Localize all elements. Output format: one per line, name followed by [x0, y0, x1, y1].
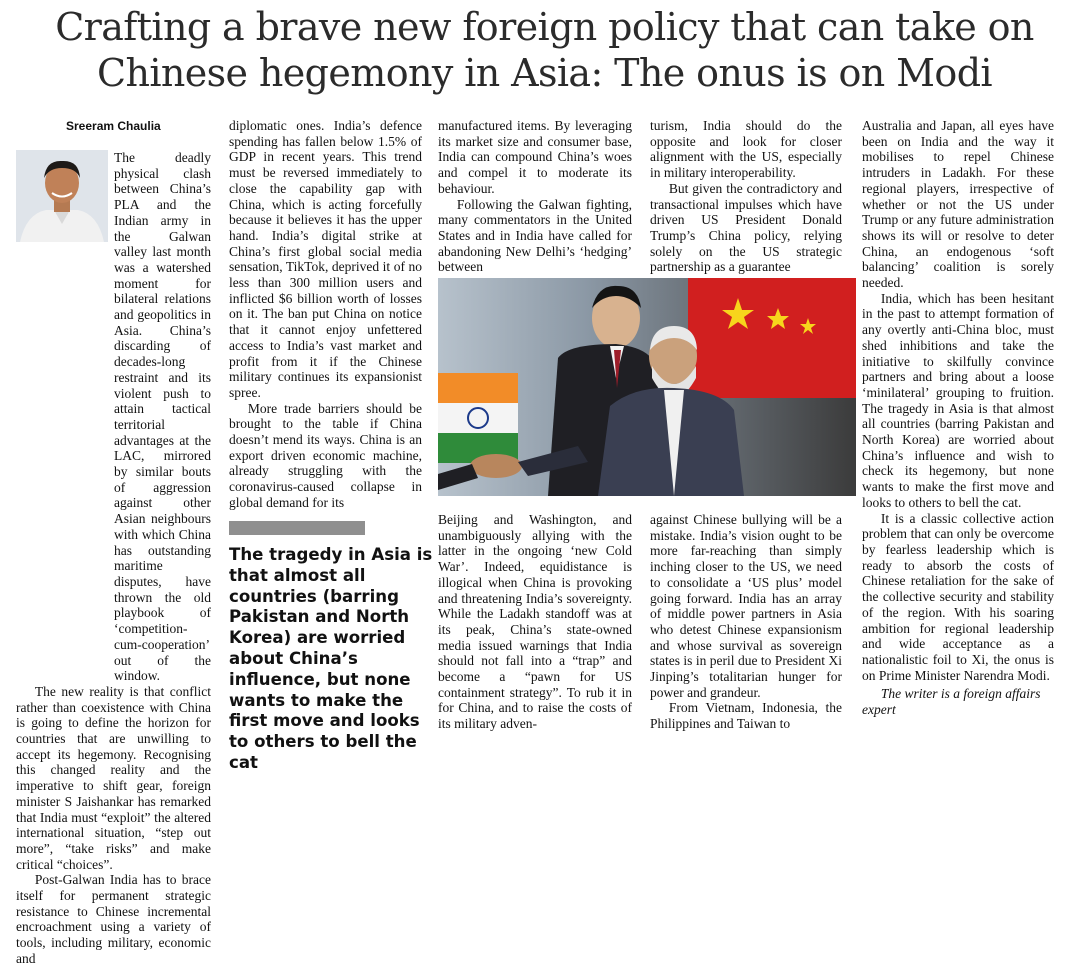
- author-note: The writer is a foreign affairs expert: [862, 686, 1041, 718]
- byline: Sreeram Chaulia: [66, 119, 161, 133]
- paragraph: diplomatic ones. India’s defence spending has fallen below 1.5% of GDP in recent years. This trend must be reversed immediately to close the capability gap with China, which is acting forcefully because it believes it has the upper hand. India’s digital strike at China’s first global social media sensation, TikTok, deprived it of no less than 300 million users and inflicted $6 billion worth of losses on it. The ban put China on notice that it cannot enjoy unfettered access to India’s vast market and profit from it if the Chinese military continues its expansionist spree.: [229, 118, 422, 400]
- paragraph: manufactured items. By leveraging its market size and consumer base, India can compound China’s woes and compel it to moderate its behaviour.: [438, 118, 632, 196]
- headline: [0, 4, 1089, 96]
- pullquote-bar: [229, 521, 365, 535]
- headline-line-2: Chinese hegemony in Asia: The onus is on Modi: [96, 51, 992, 95]
- paragraph: Post-Galwan India has to brace itself for permanent strategic resistance to Chinese incremental encroachment using a variety of tools, including military, economic and: [16, 872, 211, 966]
- headline-line-1: Crafting a brave new foreign policy that can take on: [55, 5, 1034, 49]
- article-column-4-bottom: [650, 512, 842, 732]
- modi-xi-handshake-photo: [438, 278, 856, 496]
- paragraph: The deadly physical clash between China’s PLA and the Indian army in the Galwan valley last month was a watershed moment for bilateral relations and geopolitics in Asia. China’s discarding of decades-long restraint and its violent push to attain tactical territorial advantages at the LAC, mirrored by similar bouts of aggression against other Asian neighbours with which China has outstanding maritime disputes, have thrown the old playbook of ‘competition-cum-cooperation’ out of the window.: [114, 150, 211, 684]
- article-column-4-top: [650, 118, 842, 275]
- article-column-1: [16, 150, 211, 967]
- paragraph: India, which has been hesitant in the past to attempt formation of any overtly anti-China bloc, must shed inhibitions and take the initiative to skilfully convince partners and bring about a loose ‘minilateral’ grouping to fruition. The tragedy in Asia is that almost all countries (barring Pakistan and North Korea) are worried about China’s influence and wish to check its hegemony, but none wants to make the first move and looks to others to bell the cat.: [862, 290, 1054, 510]
- paragraph: Following the Galwan fighting, many commentators in the United States and in India have called for abandoning New Delhi’s ‘hedging’ between: [438, 196, 632, 275]
- article-column-3-bottom: [438, 512, 632, 732]
- paragraph: From Vietnam, Indonesia, the Philippines and Taiwan to: [650, 700, 842, 732]
- paragraph: Australia and Japan, all eyes have been on India and the way it mobilises to repel Chinese intruders in Ladakh. For these regional players, irrespective of whether or not the US under Trump or any future administration shows its will or resolve to deter China, an endogenous ‘soft balancing’ coalition is sorely needed.: [862, 118, 1054, 291]
- paragraph: The new reality is that conflict rather than coexistence with China is going to define the horizon for countries that are unwilling to accept its hegemony. Recognising this changed reality and the imperative to shift gear, foreign minister S Jaishankar has remarked that India must “exploit” the altered international situation, “step out more”, “take risks” and make critical “choices”.: [16, 683, 211, 872]
- paragraph: Beijing and Washington, and unambiguously allying with the latter in the ongoing ‘new Cold War’. Indeed, equidistance is illogical when China is provoking and threatening India’s sovereignty. While the Ladakh standoff was at its peak, China’s state-owned media issued warnings that India should not fall into a “trap” and become a “pawn for US containment strategy”. To rub it in for China, and to raise the costs of its military adven-: [438, 512, 632, 732]
- paragraph: It is a classic collective action problem that can only be overcome by fearless leadership which is ready to absorb the costs of Chinese retaliation for the sake of the collective security and stability of the region. With his soaring ambition for regional leadership and wide acceptance as a nationalistic foil to Xi, the onus is on Prime Minister Narendra Modi.: [862, 510, 1054, 683]
- article-column-5: [862, 118, 1054, 718]
- paragraph: But given the contradictory and transactional impulses which have driven US President Donald Trump’s China policy, relying solely on the US strategic partnership as a guarantee: [650, 180, 842, 275]
- article-column-3-top: [438, 118, 632, 275]
- paragraph: turism, India should do the opposite and look for closer alignment with the US, especially in military interoperability.: [650, 118, 842, 181]
- pullquote: The tragedy in Asia is that almost all countries (barring Pakistan and North Korea) are worried about China’s influence, but none wants to make the first move and looks to others to bell the cat: [229, 545, 433, 772]
- article-column-2: [229, 118, 422, 511]
- paragraph: More trade barriers should be brought to the table if China doesn’t mend its ways. China is an export driven economic machine, already struggling with the coronavirus-caused collapse in global demand for its: [229, 400, 422, 510]
- paragraph: against Chinese bullying will be a mistake. India’s vision ought to be more far-reaching than simply inching closer to the US, we need to consolidate a ‘US plus’ model going forward. India has an array of middle power partners in Asia who detest Chinese expansionism and whose survival as sovereign states is in peril due to President Xi Jinping’s totalitarian hunger for power and grandeur.: [650, 512, 842, 700]
